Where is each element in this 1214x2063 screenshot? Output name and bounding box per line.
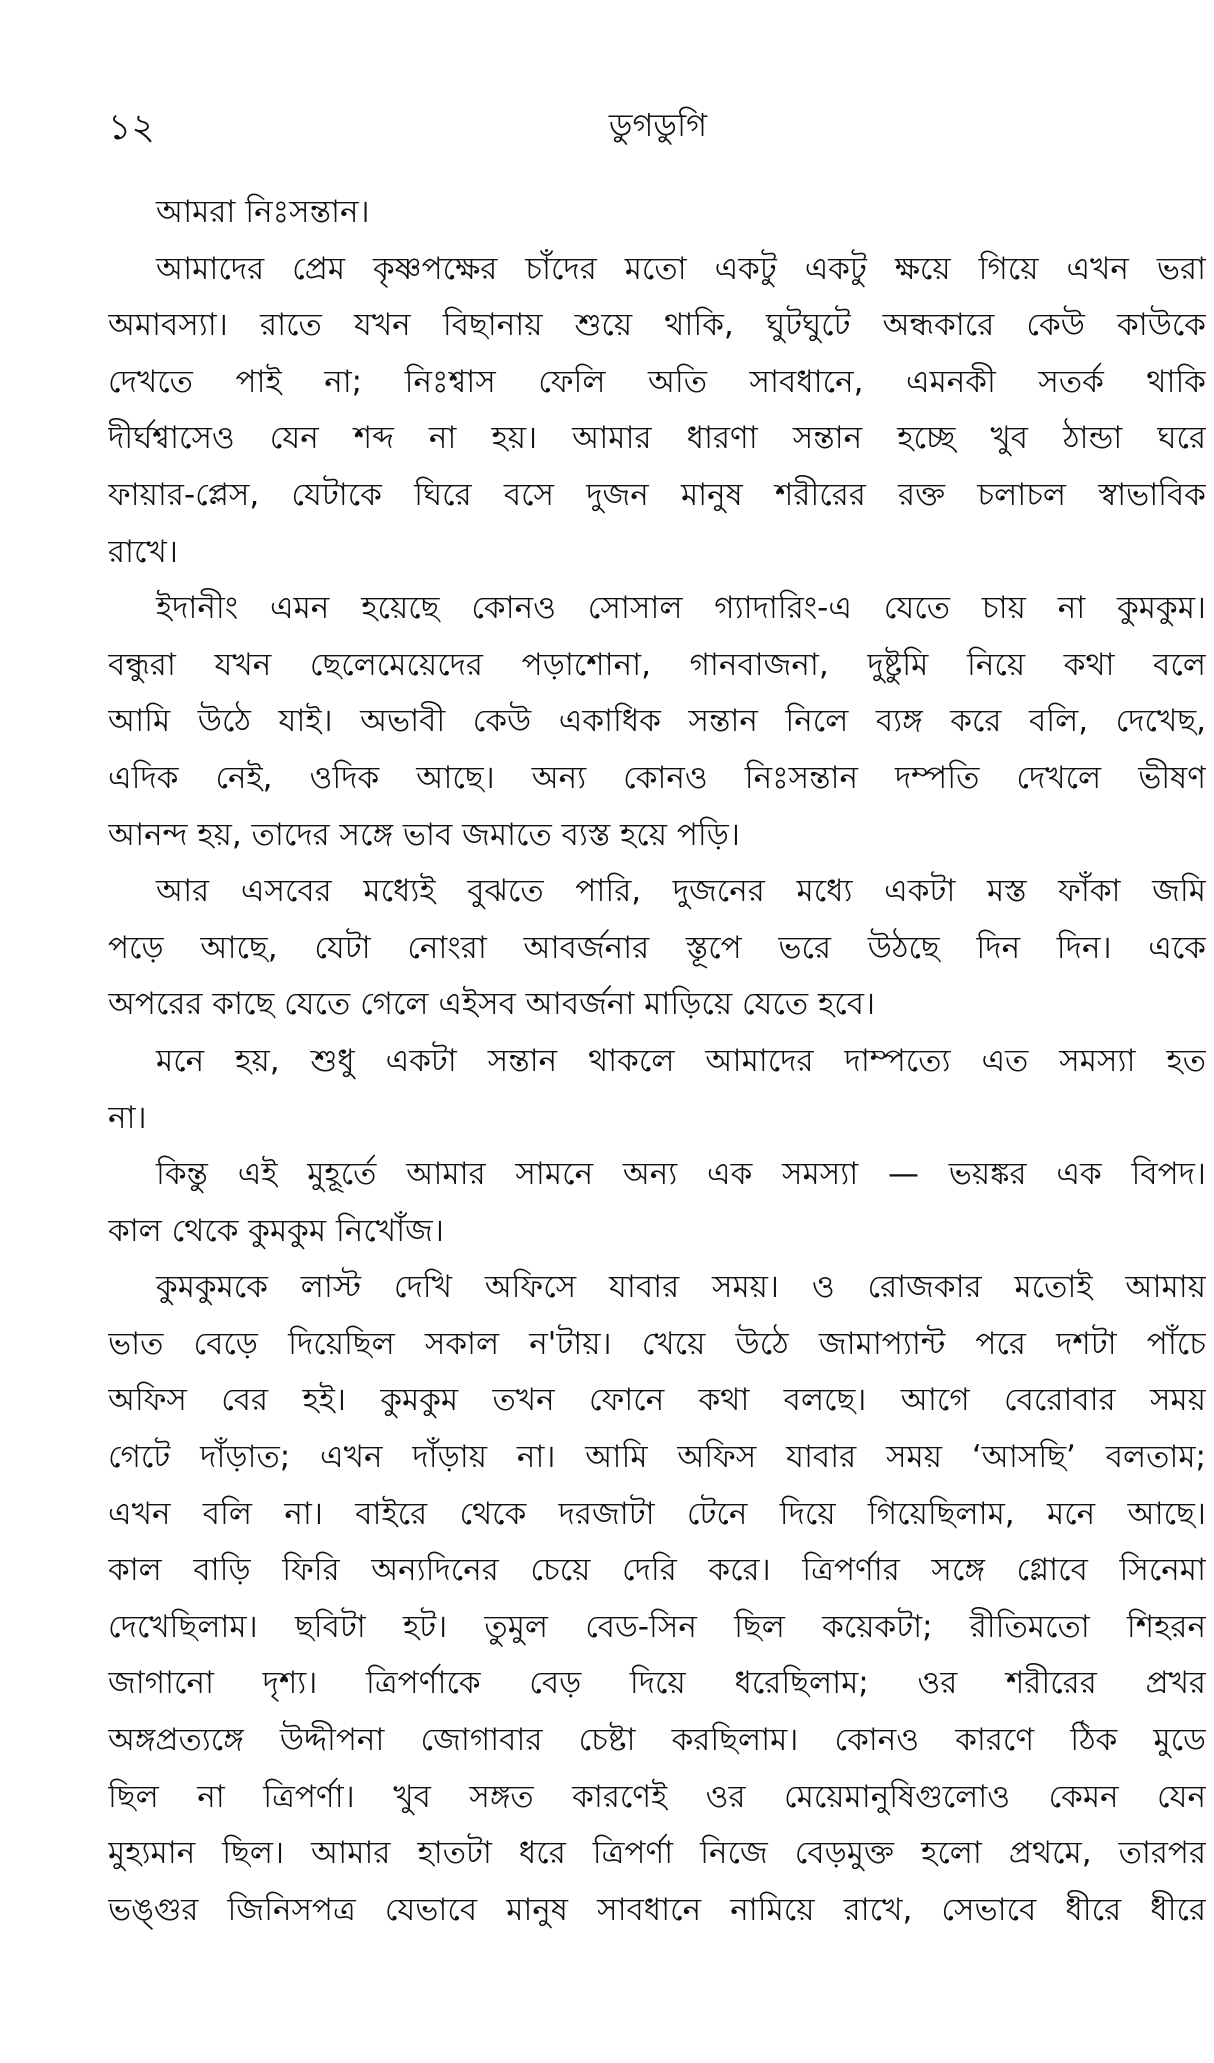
text-line: আর এসবের মধ্যেই বুঝতে পারি, দুজনের মধ্যে একটা মস্ত ফাঁকা জমি [156, 873, 1206, 910]
text-line: কিন্তু এই মুহূর্তে আমার সামনে অন্য এক সমস্যা — ভয়ঙ্কর এক বিপদ। [156, 1156, 1206, 1193]
text-line: ইদানীং এমন হয়েছে কোনও সোসাল গ্যাদারিং-এ যেতে চায় না কুমকুম। [156, 590, 1206, 627]
text-line: আনন্দ হয়, তাদের সঙ্গে ভাব জমাতে ব্যস্ত হয়ে পড়ি। [108, 816, 740, 853]
text-line: মনে হয়, শুধু একটা সন্তান থাকলে আমাদের দাম্পত্যে এত সমস্যা হত [156, 1042, 1206, 1079]
paragraph [108, 580, 1206, 863]
text-line: ভাত বেড়ে দিয়েছিল সকাল ন'টায়। খেয়ে উঠে জামাপ্যান্ট পরে দশটা পাঁচে [108, 1325, 1206, 1362]
text-line: এখন বলি না। বাইরে থেকে দরজাটা টেনে দিয়ে গিয়েছিলাম, মনে আছে। [108, 1495, 1206, 1532]
text-line: কুমকুমকে লাস্ট দেখি অফিসে যাবার সময়। ও রোজকার মতোই আমায় [156, 1269, 1206, 1306]
paragraph [108, 241, 1206, 581]
paragraph [108, 1033, 1206, 1146]
text-line: ছিল না ত্রিপর্ণা। খুব সঙ্গত কারণেই ওর মেয়েমানুষিগুলোও কেমন যেন [108, 1778, 1206, 1815]
text-line: না। [108, 1099, 147, 1136]
text-line: জাগানো দৃশ্য। ত্রিপর্ণাকে বেড় দিয়ে ধরেছিলাম; ওর শরীরের প্রখর [108, 1665, 1206, 1702]
text-line: আমি উঠে যাই। অভাবী কেউ একাধিক সন্তান নিলে ব্যঙ্গ করে বলি, দেখেছ, [108, 703, 1206, 740]
text-line: কাল বাড়ি ফিরি অন্যদিনের চেয়ে দেরি করে। ত্রিপর্ণার সঙ্গে গ্লোবে সিনেমা [108, 1552, 1206, 1589]
text-line: অঙ্গপ্রত্যঙ্গে উদ্দীপনা জোগাবার চেষ্টা করছিলাম। কোনও কারণে ঠিক মুডে [108, 1722, 1206, 1759]
paragraph [108, 863, 1206, 1033]
text-line: অমাবস্যা। রাতে যখন বিছানায় শুয়ে থাকি, ঘুটঘুটে অন্ধকারে কেউ কাউকে [108, 307, 1206, 344]
text-line: অফিস বের হই। কুমকুম তখন ফোনে কথা বলছে। আগে বেরোবার সময় [108, 1382, 1206, 1419]
text-line: এদিক নেই, ওদিক আছে। অন্য কোনও নিঃসন্তান দম্পতি দেখলে ভীষণ [108, 759, 1206, 796]
text-line: গেটে দাঁড়াত; এখন দাঁড়ায় না। আমি অফিস যাবার সময় ‘আসছি’ বলতাম; [108, 1439, 1206, 1476]
text-line: ফায়ার-প্লেস, যেটাকে ঘিরে বসে দুজন মানুষ শরীরের রক্ত চলাচল স্বাভাবিক [108, 476, 1206, 513]
text-line: আমাদের প্রেম কৃষ্ণপক্ষের চাঁদের মতো একটু একটু ক্ষয়ে গিয়ে এখন ভরা [156, 250, 1206, 287]
paragraph [108, 184, 1206, 241]
page-number: ১২ [108, 107, 155, 148]
text-line: দেখেছিলাম। ছবিটা হট। তুমুল বেড-সিন ছিল কয়েকটা; রীতিমতো শিহরন [108, 1608, 1206, 1645]
text-line: দেখতে পাই না; নিঃশ্বাস ফেলি অতি সাবধানে, এমনকী সতর্ক থাকি [108, 363, 1206, 400]
text-line: অপরের কাছে যেতে গেলে এইসব আবর্জনা মাড়িয়ে যেতে হবে। [108, 986, 876, 1023]
text-line: ভঙ্গুর জিনিসপত্র যেভাবে মানুষ সাবধানে নামিয়ে রাখে, সেভাবে ধীরে ধীরে [108, 1891, 1206, 1928]
text-line: কাল থেকে কুমকুম নিখোঁজ। [108, 1212, 444, 1249]
text-line: বন্ধুরা যখন ছেলেমেয়েদের পড়াশোনা, গানবাজনা, দুষ্টুমি নিয়ে কথা বলে [108, 646, 1206, 683]
paragraph [108, 1146, 1206, 1259]
page-header [108, 100, 1208, 150]
text-line: পড়ে আছে, যেটা নোংরা আবর্জনার স্তূপে ভরে উঠছে দিন দিন। একে [108, 929, 1206, 966]
paragraph [108, 1259, 1206, 1938]
page-body [108, 184, 1206, 1938]
running-title: ডুগডুগি [608, 106, 708, 144]
text-line: মুহ্যমান ছিল। আমার হাতটা ধরে ত্রিপর্ণা নিজে বেড়মুক্ত হলো প্রথমে, তারপর [108, 1835, 1206, 1872]
text-line: রাখে। [108, 533, 178, 570]
text-line: দীর্ঘশ্বাসেও যেন শব্দ না হয়। আমার ধারণা সন্তান হচ্ছে খুব ঠান্ডা ঘরে [108, 420, 1206, 457]
text-line: আমরা নিঃসন্তান। [156, 194, 370, 230]
